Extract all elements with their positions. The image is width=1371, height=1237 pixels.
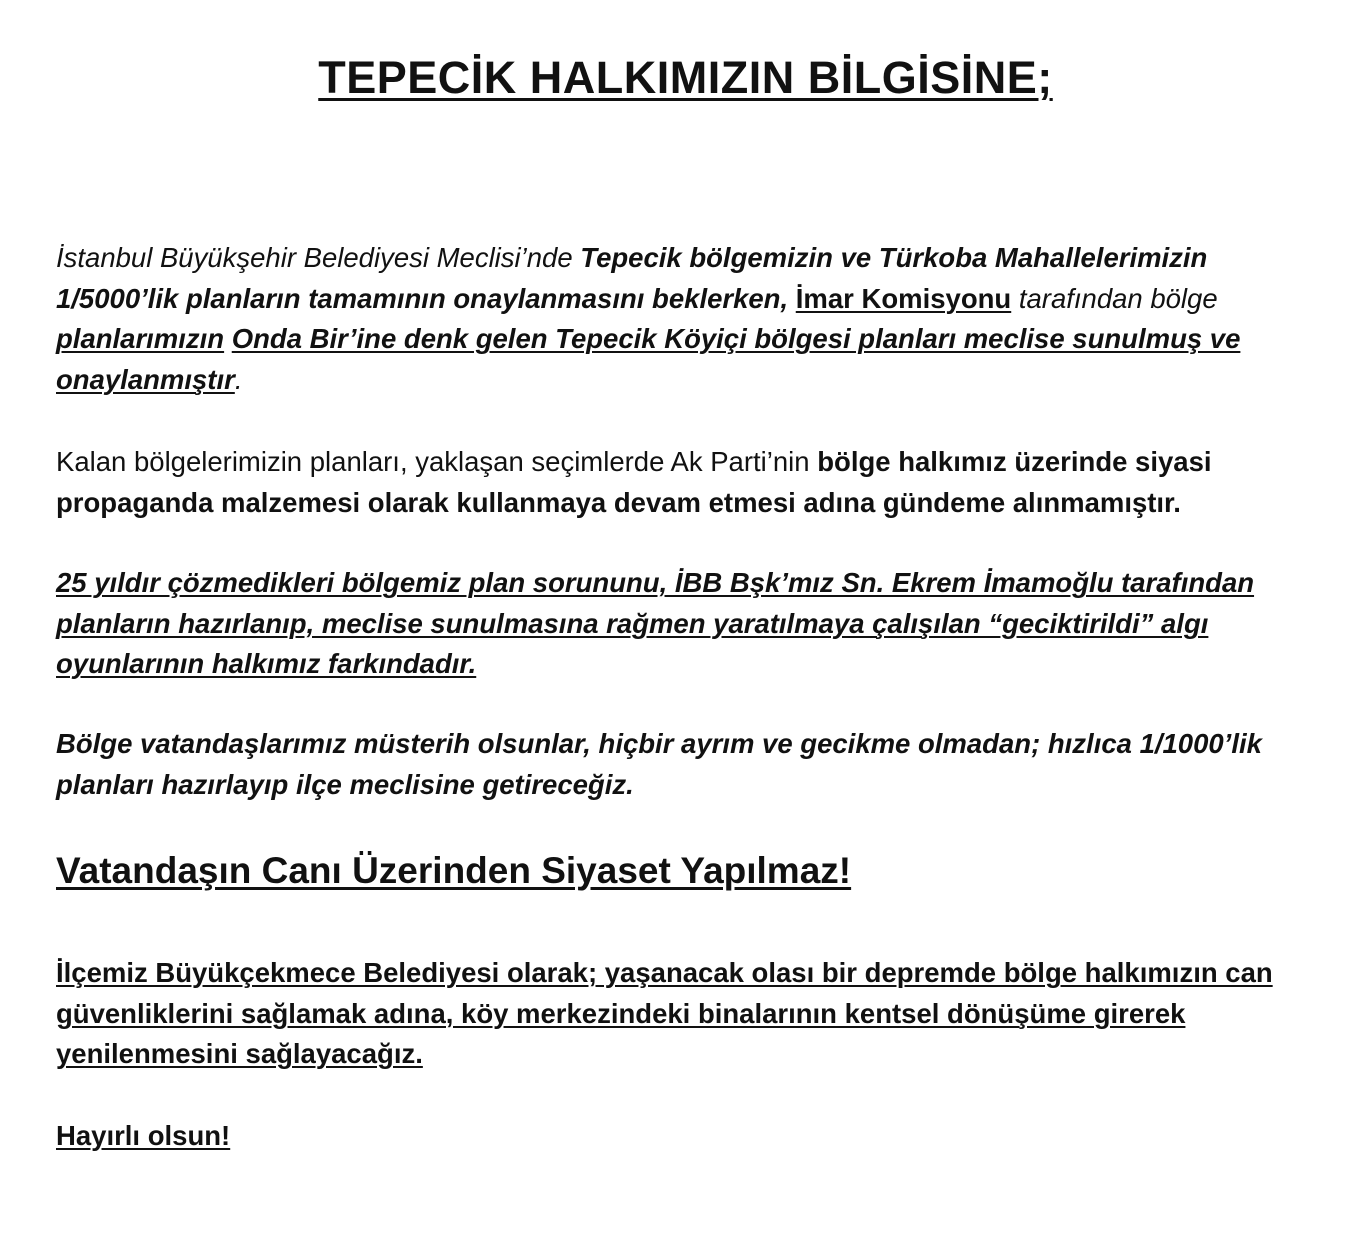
page-title-text: TEPECİK HALKIMIZIN BİLGİSİNE; <box>318 52 1053 103</box>
paragraph-citizens-assurance: Bölge vatandaşlarımız müsterih olsunlar, hiçbir ayrım ve gecikme olmadan; hızlıca 1/1000’lik planları hazırlayıp ilçe meclisine getireceğiz. <box>56 728 1262 800</box>
slogan-text: Vatandaşın Canı Üzerinden Siyaset Yapılmaz! <box>56 850 852 891</box>
paragraph2-bold: bölge halkımız üzerinde siyasi propaganda malzemesi olarak kullanmaya devam etmesi adına gündeme alınmamıştır. <box>56 446 1212 518</box>
paragraph2-intro: Kalan bölgelerimizin planları, yaklaşan seçimlerde Ak Parti’nin <box>56 446 818 477</box>
paragraph1-middle: tarafından bölge <box>1011 282 1218 314</box>
closing-line: Hayırlı olsun! <box>56 1120 231 1151</box>
paragraph-remaining-plans <box>56 442 1326 523</box>
paragraph1-bold: Tepecik bölgemizin ve Türkoba Mahallelerimizin 1/5000’lik planların tamamının onaylanmasını beklerken, <box>56 242 1208 314</box>
paragraph1-space <box>224 323 232 354</box>
page-title <box>0 52 1371 104</box>
paragraph1-plans: planlarımızın <box>56 323 225 354</box>
paragraph1-period: . <box>234 363 243 395</box>
paragraph-plans-approval <box>56 238 1326 400</box>
paragraph-urban-transformation: İlçemiz Büyükçekmece Belediyesi olarak; yaşanacak olası bir depremde bölge halkımızın can güvenliklerini sağlamak adına, köy merkezindeki binalarının kentsel dönüşüme girerek yenilenmesini sağlayacağız. <box>56 957 1273 1069</box>
paragraph1-approved: Onda Bir’ine denk gelen Tepecik Köyiçi bölgesi planları meclise sunulmuş ve onaylanmıştır <box>56 323 1241 395</box>
paragraph1-committee: İmar Komisyonu <box>795 282 1012 314</box>
paragraph-perception-games: 25 yıldır çözmedikleri bölgemiz plan sorununu, İBB Bşk’mız Sn. Ekrem İmamoğlu tarafından planların hazırlanıp, meclise sunulmasına rağmen yaratılmaya çalışılan “geciktirildi” algı oyunlarının halkımız farkındadır. <box>56 567 1255 679</box>
paragraph1-intro: İstanbul Büyükşehir Belediyesi Meclisi’nde <box>56 242 581 273</box>
slogan-heading <box>56 850 851 892</box>
